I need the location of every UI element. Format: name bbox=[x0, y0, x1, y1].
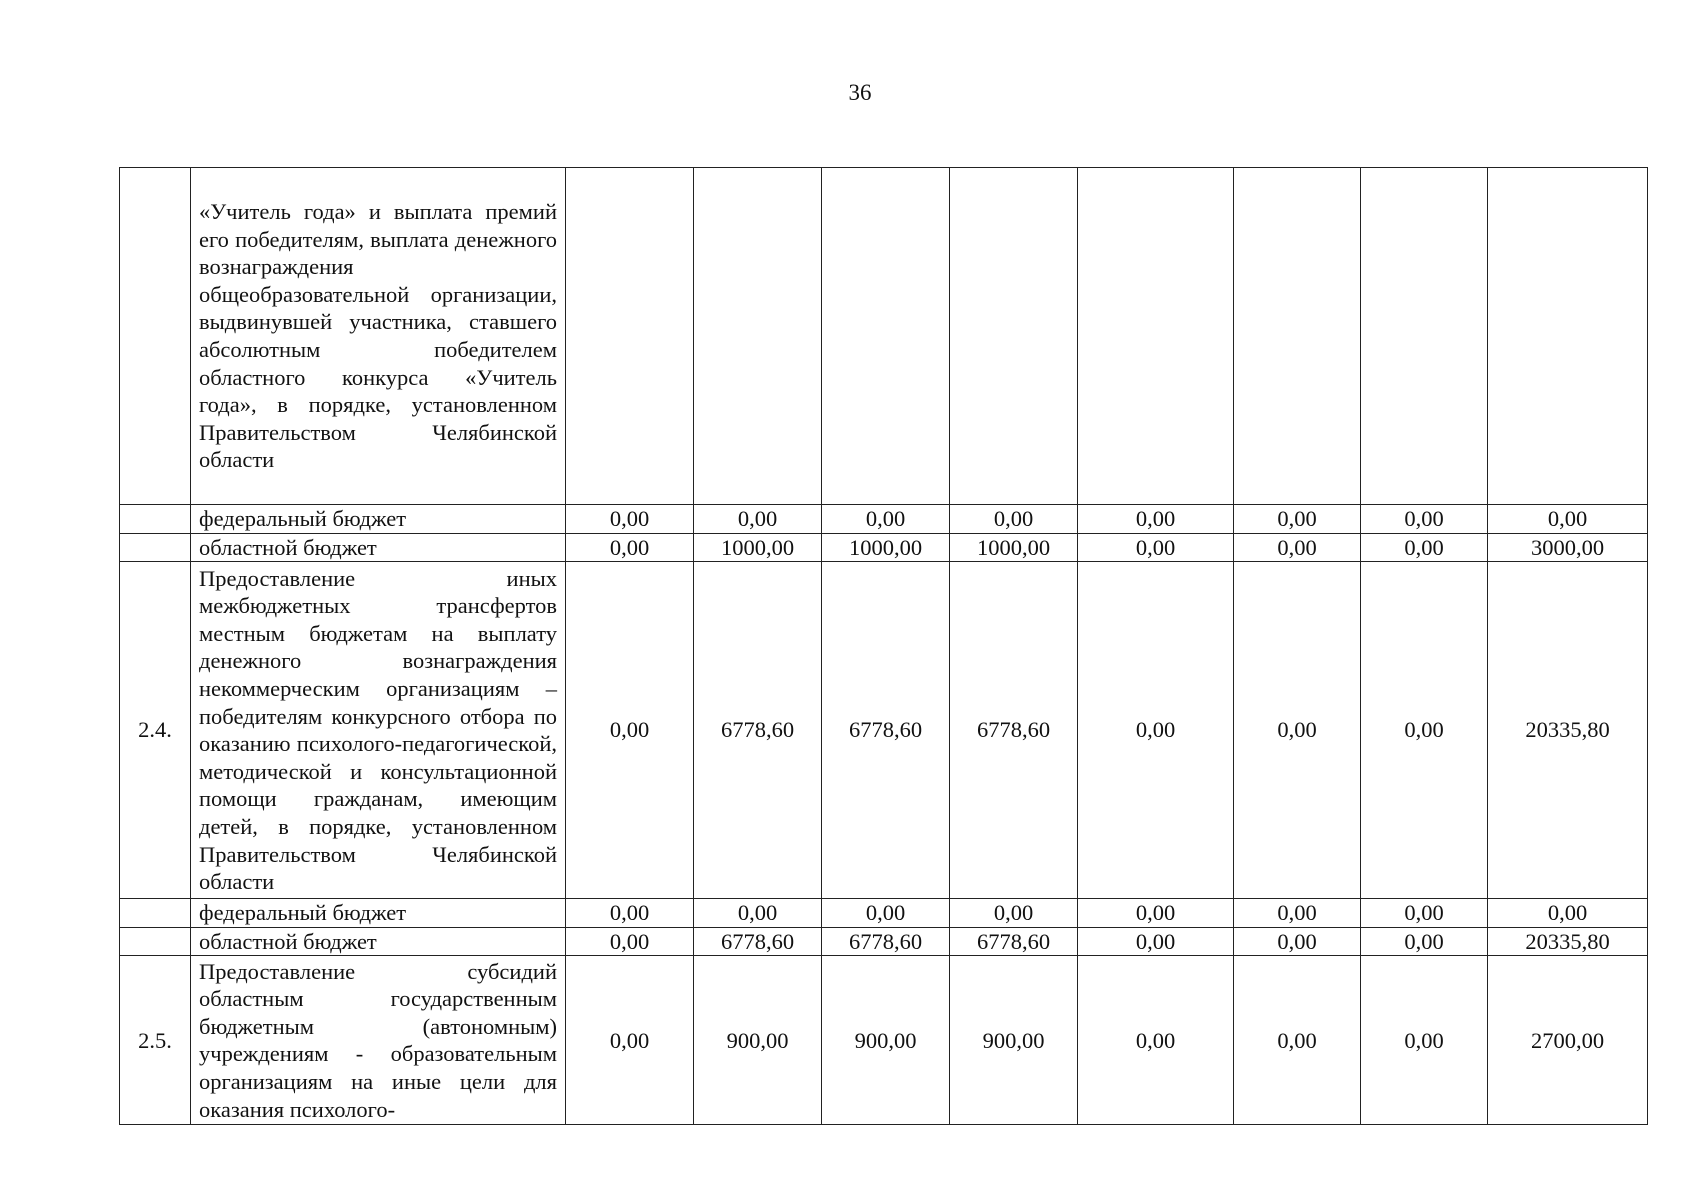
value-cell: 0,00 bbox=[1488, 899, 1648, 928]
value-cell: 0,00 bbox=[1234, 956, 1361, 1125]
value-cell: 1000,00 bbox=[822, 533, 950, 562]
budget-table bbox=[119, 167, 1648, 1125]
value-cell: 0,00 bbox=[1078, 533, 1234, 562]
value-cell: 0,00 bbox=[1361, 956, 1488, 1125]
value-cell: 0,00 bbox=[566, 927, 694, 956]
value-cell: 0,00 bbox=[950, 899, 1078, 928]
table-row bbox=[120, 168, 1648, 505]
value-cell: 0,00 bbox=[822, 505, 950, 534]
table-row bbox=[120, 533, 1648, 562]
row-description: федеральный бюджет bbox=[191, 505, 566, 534]
row-number bbox=[120, 899, 191, 928]
row-description: федеральный бюджет bbox=[191, 899, 566, 928]
row-number: 2.5. bbox=[120, 956, 191, 1125]
table-row bbox=[120, 956, 1648, 1125]
row-number bbox=[120, 505, 191, 534]
row-number bbox=[120, 533, 191, 562]
value-cell bbox=[1078, 168, 1234, 505]
value-cell: 2700,00 bbox=[1488, 956, 1648, 1125]
value-cell: 0,00 bbox=[1361, 505, 1488, 534]
row-description: областной бюджет bbox=[191, 927, 566, 956]
page-number: 36 bbox=[848, 80, 872, 105]
value-cell: 0,00 bbox=[1234, 927, 1361, 956]
row-number: 2.4. bbox=[120, 562, 191, 899]
value-cell: 20335,80 bbox=[1488, 562, 1648, 899]
value-cell: 0,00 bbox=[822, 899, 950, 928]
value-cell: 0,00 bbox=[566, 533, 694, 562]
row-description: Предоставление иных межбюджетных трансфертов местным бюджетам на выплату денежного вознаграждения некоммерческим организациям – победителям конкурсного отбора по оказанию психолого-педагогической, методической и консультационной помощи гражданам, имеющим детей, в порядке, установленном Правительством Челябинской области bbox=[191, 562, 566, 899]
value-cell: 1000,00 bbox=[950, 533, 1078, 562]
value-cell: 0,00 bbox=[694, 505, 822, 534]
row-number bbox=[120, 168, 191, 505]
value-cell: 0,00 bbox=[1234, 533, 1361, 562]
value-cell: 1000,00 bbox=[694, 533, 822, 562]
value-cell: 0,00 bbox=[1078, 956, 1234, 1125]
value-cell: 900,00 bbox=[950, 956, 1078, 1125]
row-description: «Учитель года» и выплата премий его победителям, выплата денежного вознаграждения общеобразовательной организации, выдвинувшей участника, ставшего абсолютным победителем областного конкурса «Учитель года», в порядке, установленном Правительством Челябинской области bbox=[191, 168, 566, 505]
value-cell bbox=[694, 168, 822, 505]
value-cell: 0,00 bbox=[1361, 927, 1488, 956]
value-cell: 0,00 bbox=[950, 505, 1078, 534]
value-cell: 0,00 bbox=[1361, 562, 1488, 899]
value-cell bbox=[566, 168, 694, 505]
value-cell: 0,00 bbox=[566, 562, 694, 899]
value-cell: 6778,60 bbox=[694, 562, 822, 899]
value-cell: 0,00 bbox=[1078, 562, 1234, 899]
value-cell bbox=[1234, 168, 1361, 505]
value-cell bbox=[822, 168, 950, 505]
value-cell bbox=[950, 168, 1078, 505]
value-cell: 0,00 bbox=[1234, 505, 1361, 534]
value-cell: 0,00 bbox=[1078, 505, 1234, 534]
value-cell: 0,00 bbox=[1078, 927, 1234, 956]
value-cell: 900,00 bbox=[822, 956, 950, 1125]
value-cell: 0,00 bbox=[566, 956, 694, 1125]
value-cell: 0,00 bbox=[1234, 899, 1361, 928]
value-cell: 6778,60 bbox=[694, 927, 822, 956]
value-cell: 0,00 bbox=[566, 505, 694, 534]
table-row bbox=[120, 562, 1648, 899]
value-cell: 0,00 bbox=[1488, 505, 1648, 534]
value-cell: 0,00 bbox=[694, 899, 822, 928]
table-row bbox=[120, 927, 1648, 956]
value-cell bbox=[1361, 168, 1488, 505]
value-cell: 0,00 bbox=[1078, 899, 1234, 928]
value-cell: 0,00 bbox=[1234, 562, 1361, 899]
value-cell: 6778,60 bbox=[822, 562, 950, 899]
value-cell: 6778,60 bbox=[822, 927, 950, 956]
row-description: Предоставление субсидий областным государственным бюджетным (автономным) учреждениям - образовательным организациям на иные цели для оказания психолого- bbox=[191, 956, 566, 1125]
value-cell: 0,00 bbox=[1361, 533, 1488, 562]
value-cell: 0,00 bbox=[566, 899, 694, 928]
value-cell: 3000,00 bbox=[1488, 533, 1648, 562]
value-cell bbox=[1488, 168, 1648, 505]
table-row bbox=[120, 899, 1648, 928]
value-cell: 20335,80 bbox=[1488, 927, 1648, 956]
row-number bbox=[120, 927, 191, 956]
row-description: областной бюджет bbox=[191, 533, 566, 562]
value-cell: 0,00 bbox=[1361, 899, 1488, 928]
table-row bbox=[120, 505, 1648, 534]
value-cell: 6778,60 bbox=[950, 927, 1078, 956]
value-cell: 6778,60 bbox=[950, 562, 1078, 899]
value-cell: 900,00 bbox=[694, 956, 822, 1125]
